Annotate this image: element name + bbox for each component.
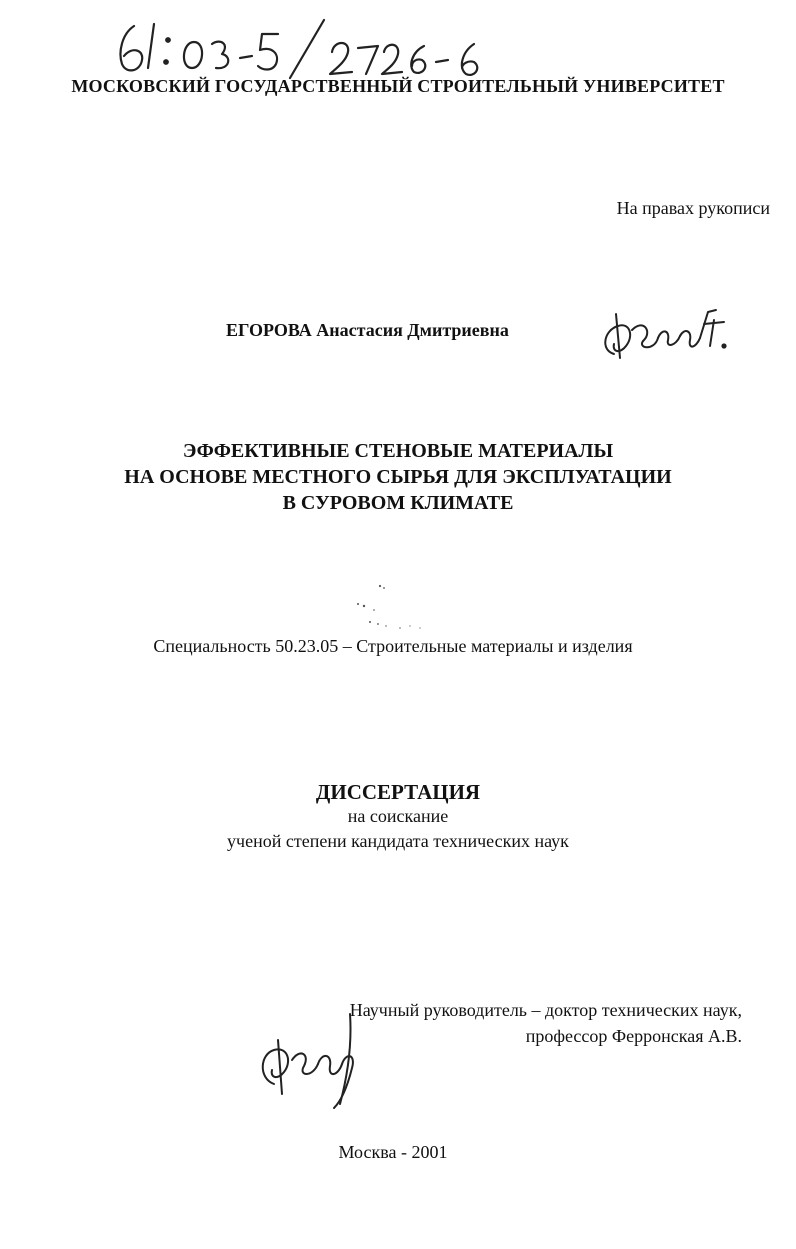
supervisor-line-1: Научный руководитель – доктор технических наук,: [349, 1000, 742, 1020]
dissertation-line-2: ученой степени кандидата технических наук: [227, 831, 569, 851]
author-signature: [596, 300, 736, 364]
title-line-2: НА ОСНОВЕ МЕСТНОГО СЫРЬЯ ДЛЯ ЭКСПЛУАТАЦИИ: [124, 466, 672, 488]
dissertation-heading: ДИССЕРТАЦИЯ: [315, 780, 481, 804]
handwritten-archive-code: [112, 12, 532, 84]
author-surname: ЕГОРОВА: [226, 320, 312, 340]
scan-specks: [340, 580, 450, 640]
supervisor-signature: [252, 1004, 372, 1114]
author-given-names: Анастасия Дмитриевна: [316, 320, 509, 340]
city-year: Москва - 2001: [338, 1142, 448, 1162]
title-line-3: В СУРОВОМ КЛИМАТЕ: [282, 492, 514, 514]
author-name: [226, 320, 509, 341]
supervisor-line-2: профессор Ферронская А.В.: [525, 1026, 742, 1046]
manuscript-note: На правах рукописи: [616, 198, 770, 218]
university-name: МОСКОВСКИЙ ГОСУДАРСТВЕННЫЙ СТРОИТЕЛЬНЫЙ УНИВЕРСИТЕТ: [71, 76, 725, 96]
title-line-1: ЭФФЕКТИВНЫЕ СТЕНОВЫЕ МАТЕРИАЛЫ: [182, 440, 614, 462]
specialty: Специальность 50.23.05 – Строительные материалы и изделия: [153, 636, 633, 656]
dissertation-line-1: на соискание: [347, 806, 449, 826]
